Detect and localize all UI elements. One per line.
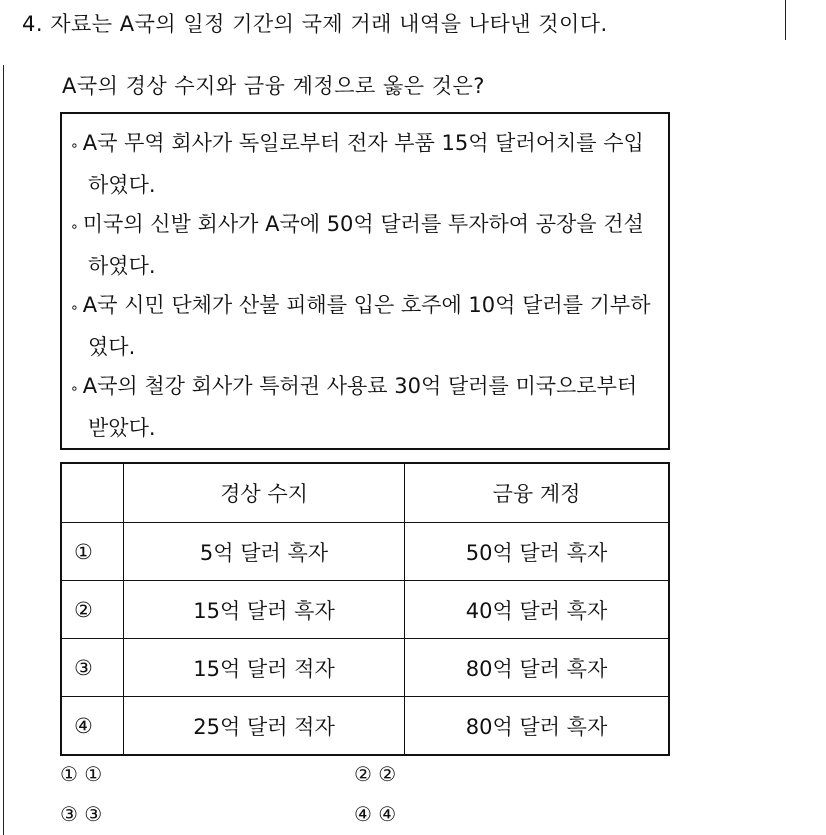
data-item: ∘ A국 무역 회사가 독일로부터 전자 부품 15억 달러어치를 수입하였다. [70, 131, 644, 197]
question-prompt: A국의 경상 수지와 금융 계정으로 옳은 것은? [62, 74, 485, 98]
answer-table [60, 462, 670, 756]
data-item: ∘ A국의 철강 회사가 특허권 사용료 30억 달러를 미국으로부터 받았다. [70, 374, 638, 440]
choice-3[interactable]: ③ ③ [60, 802, 103, 826]
table-row: ① 5억 달러 흑자 50억 달러 흑자 [61, 523, 669, 581]
header-current-account: 경상 수지 [124, 463, 405, 523]
table-row: ② 15억 달러 흑자 40억 달러 흑자 [61, 581, 669, 639]
choice-2[interactable]: ② ② [354, 762, 397, 786]
table-header [61, 463, 669, 523]
bullet-icon: ∘ [70, 219, 79, 235]
choice-1[interactable]: ① ① [60, 762, 103, 786]
bullet-icon: ∘ [70, 300, 79, 316]
bullet-icon: ∘ [70, 381, 79, 397]
bullet-icon: ∘ [70, 138, 79, 154]
table-row: ③ 15억 달러 적자 80억 달러 흑자 [61, 639, 669, 697]
column-divider-right [785, 0, 786, 40]
table-row: ④ 25억 달러 적자 80억 달러 흑자 [61, 697, 669, 756]
column-divider-left [3, 65, 4, 835]
data-item: ∘ 미국의 신발 회사가 A국에 50억 달러를 투자하여 공장을 건설하였다. [70, 212, 644, 278]
choice-4[interactable]: ④ ④ [354, 802, 397, 826]
data-item: ∘ A국 시민 단체가 산불 피해를 입은 호주에 10억 달러를 기부하였다. [70, 293, 651, 359]
data-box [60, 112, 670, 450]
question-stem: 4. 자료는 A국의 일정 기간의 국제 거래 내역을 나타낸 것이다. [22, 12, 608, 36]
header-financial-account: 금융 계정 [405, 463, 670, 523]
